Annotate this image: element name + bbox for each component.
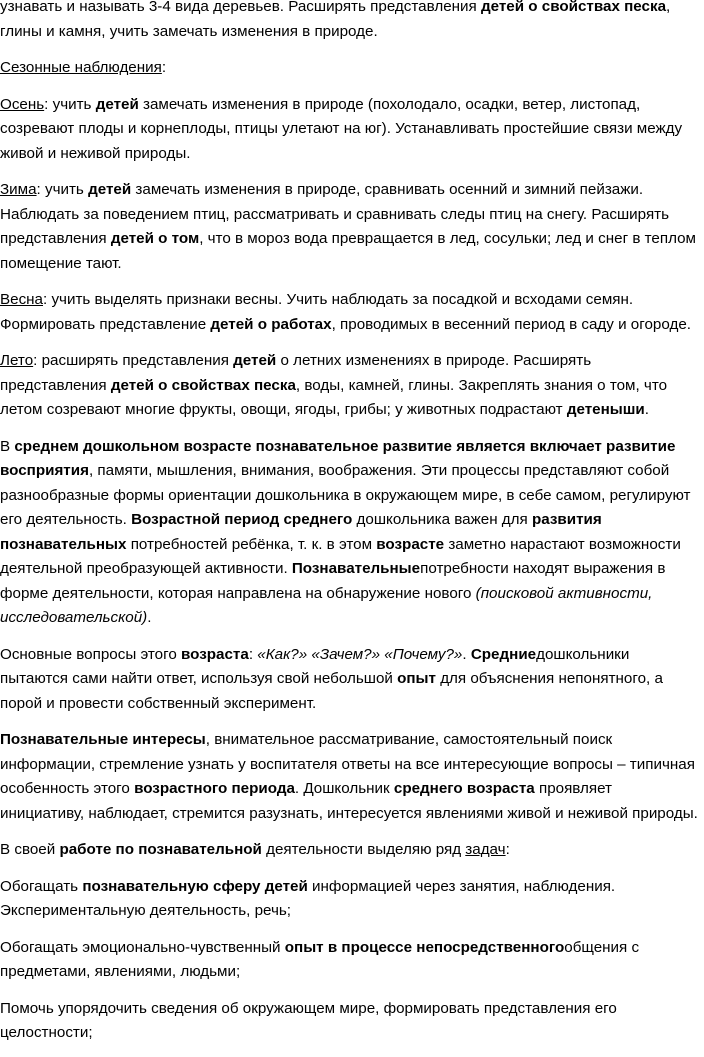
bold-text: детей о работах [210, 315, 332, 333]
text-run: , проводимых в весенний период в саду и огороде. [331, 315, 691, 333]
text-run: : [161, 59, 167, 76]
bold-text: среднем дошкольном возрасте познавательное развитие является включает развитие восприятия [0, 437, 676, 479]
interests-paragraph [0, 728, 700, 826]
seasonal-observations-heading [0, 56, 700, 81]
middle-age-paragraph [0, 435, 700, 631]
bold-text: среднего возраста [393, 780, 535, 797]
bold-text: возраста [181, 645, 249, 663]
underlined-text: Сезонные наблюдения [0, 59, 162, 76]
winter-paragraph [0, 178, 700, 276]
bold-text: детей [95, 95, 139, 113]
text-run: общения с предметами, явлениями, людьми; [0, 938, 640, 980]
text-run: Обогащать эмоционально-чувственный [0, 938, 285, 956]
italic-text: «Как?» «Зачем?» «Почему?» [257, 645, 463, 663]
text-run: , воды, камней, глины. Закреплять знания о том, что летом созревают многие фрукты, овощи, ягоды, грибы; у животных подрастают [0, 376, 668, 418]
text-run: В [0, 437, 15, 455]
text-run: : учить [36, 181, 89, 198]
text-run: : [505, 841, 510, 858]
text-run: , памяти, мышления, внимания, воображения. Эти процессы представляют собой разнообразные формы ориентации дошкольника в окружающем мире, в себе самом, регулируют его деятельность. [0, 462, 691, 528]
text-run: . [147, 609, 152, 626]
bold-text: детей о свойствах песка [480, 0, 667, 15]
autumn-paragraph [0, 93, 700, 167]
bold-text: работе по познавательной [59, 841, 262, 858]
bold-text: Познавательные интересы [0, 731, 206, 748]
text-run: , внимательное рассматривание, самостоятельный поиск информации, стремление узнать у воспитателя ответы на все интересующие вопросы – типичная особенность этого [0, 731, 695, 797]
text-run: Помочь упорядочить сведения об окружающем мире, формировать представления его целостности; [0, 999, 617, 1041]
bold-text: Возрастной период среднего [131, 511, 353, 528]
bold-text: познавательную сферу детей [82, 877, 308, 895]
task-3-paragraph [0, 997, 700, 1046]
text-run: потребностей ребёнка, т. к. в этом [126, 535, 377, 553]
text-run: замечать изменения в природе, сравнивать осенний и зимний пейзажи. Наблюдать за поведением птиц, рассматривать и сравнивать следы птиц на снегу. Расширять представления [0, 181, 670, 247]
bold-text: Познавательные [291, 560, 421, 577]
text-run: . Дошкольник [294, 780, 394, 797]
bold-text: детей о свойствах песка [110, 376, 296, 394]
text-run: . [462, 645, 471, 663]
bold-text: возрастного периода [134, 780, 295, 797]
text-run: потребности находят выражения в форме деятельности, которая направлена на обнаружение нового [0, 560, 666, 602]
text-run: : расширять представления [33, 352, 234, 369]
text-run: В своей [0, 841, 60, 858]
underlined-text: Осень [0, 95, 45, 113]
bold-text: детей о том [110, 230, 200, 247]
bold-text: развития познавательных [0, 511, 602, 553]
text-run: деятельности выделяю ряд [261, 841, 466, 858]
bold-text: детей [233, 352, 277, 369]
spring-paragraph [0, 288, 700, 337]
underlined-text: Зима [0, 181, 37, 198]
summer-paragraph [0, 349, 700, 423]
text-run: заметно нарастают возможности деятельной преобразующей активности. [0, 535, 681, 577]
intro-paragraph [0, 0, 700, 44]
questions-paragraph [0, 643, 700, 717]
text-run: дошкольника важен для [352, 511, 532, 528]
text-run: , глины и камня, учить замечать изменения в природе. [0, 0, 671, 40]
bold-text: опыт в процессе непосредственного [284, 938, 565, 956]
text-run: замечать изменения в природе (похолодало, осадки, ветер, листопад, созревают плоды и корнеплоды, птицы улетают на юг). Устанавливать простейшие связи между живой и неживой природы. [0, 95, 683, 162]
underlined-text: задач [465, 841, 506, 858]
text-run: узнавать и называть 3-4 вида деревьев. Расширять представления [0, 0, 481, 15]
underlined-text: Весна [0, 291, 44, 308]
bold-text: опыт [397, 670, 436, 687]
text-run: Основные вопросы этого [0, 645, 181, 663]
text-run: . [644, 401, 649, 418]
text-run: для объяснения непонятного, а порой и провести собственный эксперимент. [0, 670, 663, 712]
bold-text: детей [88, 181, 132, 198]
bold-text: Средние [470, 645, 537, 663]
tasks-paragraph [0, 838, 700, 863]
text-run: проявляет инициативу, наблюдает, стремится разузнать, интересуется явлениями живой и неживой природы. [0, 780, 698, 822]
text-run: Обогащать [0, 877, 83, 895]
text-run: : [248, 645, 258, 663]
underlined-text: Лето [0, 352, 34, 369]
text-run: дошкольники пытаются сами найти ответ, используя свой небольшой [0, 645, 630, 687]
italic-text: (поисковой активности, исследовательской) [0, 584, 653, 626]
text-run: : учить [44, 95, 96, 113]
task-1-paragraph [0, 875, 700, 924]
task-2-paragraph [0, 936, 700, 985]
text-run: информацией через занятия, наблюдения. Экспериментальную деятельность, речь; [0, 877, 616, 919]
text-run: , что в мороз вода превращается в лед, сосульки; лед и снег в теплом помещение тают. [0, 230, 696, 272]
text-run: о летних изменениях в природе. Расширять представления [0, 352, 592, 394]
text-run: : учить выделять признаки весны. Учить наблюдать за посадкой и всходами семян. Формировать представление [0, 291, 634, 333]
bold-text: детеныши [566, 401, 645, 418]
bold-text: возрасте [376, 535, 445, 553]
